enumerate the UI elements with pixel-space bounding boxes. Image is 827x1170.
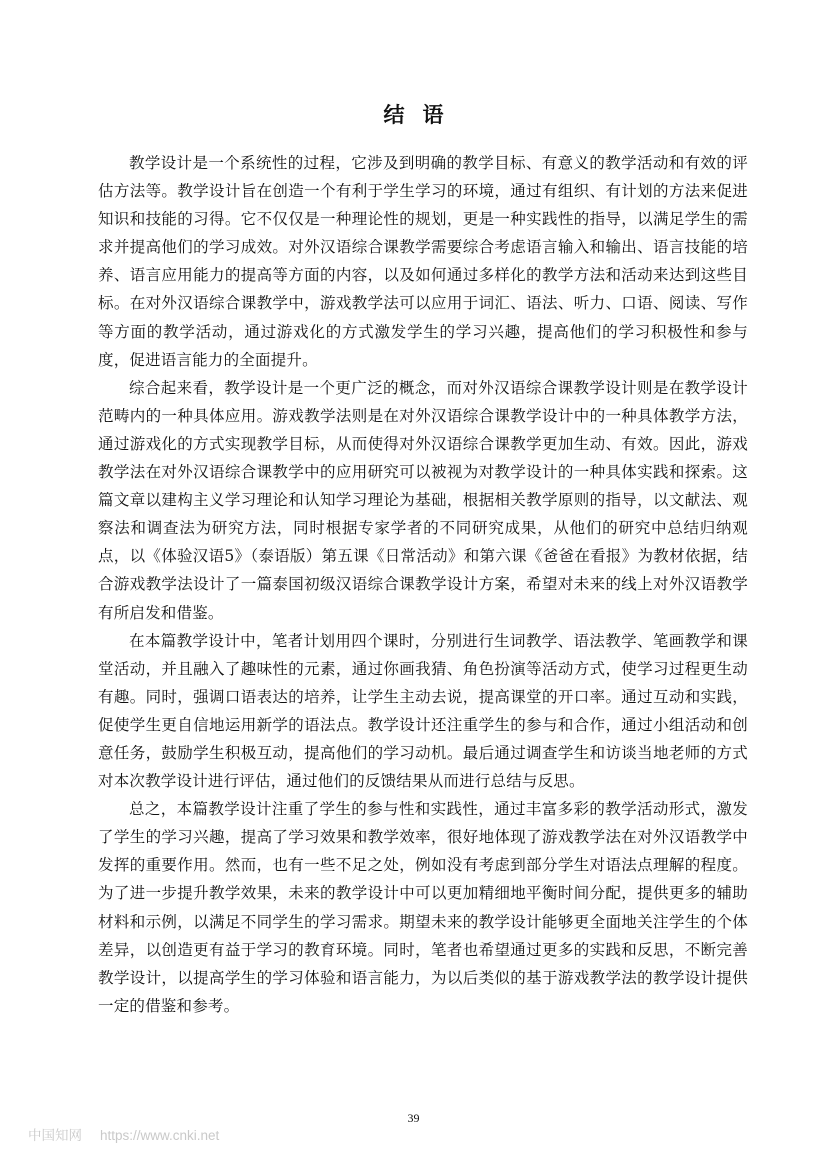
paragraph-2: 综合起来看，教学设计是一个更广泛的概念，而对外汉语综合课教学设计则是在教学设计范畴内的一种具体应用。游戏教学法则是在对外汉语综合课教学设计中的一种具体教学方法，通过游戏化的方式实现教学目标，从而使得对外汉语综合课教学更加生动、有效。因此，游戏教学法在对外汉语综合课教学中的应用研究可以被视为对教学设计的一种具体实践和探索。这篇文章以建构主义学习理论和认知学习理论为基础，根据相关教学原则的指导，以文献法、观察法和调查法为研究方法，同时根据专家学者的不同研究成果，从他们的研究中总结归纳观点，以《体验汉语5》（泰语版）第五课《日常活动》和第六课《爸爸在看报》为教材依据，结合游戏教学法设计了一篇泰国初级汉语综合课教学设计方案，希望对未来的线上对外汉语教学有所启发和借鉴。 bbox=[98, 378, 748, 622]
paragraph-4: 总之，本篇教学设计注重了学生的参与性和实践性，通过丰富多彩的教学活动形式，激发了学生的学习兴趣，提高了学习效果和教学效率，很好地体现了游戏教学法在对外汉语教学中发挥的重要作用。然而，也有一些不足之处，例如没有考虑到部分学生对语法点理解的程度。为了进一步提升教学效果，未来的教学设计中可以更加精细地平衡时间分配，提供更多的辅助材料和示例，以满足不同学生的学习需求。期望未来的教学设计能够更全面地关注学生的个体差异，以创造更有益于学习的教育环境。同时，笔者也希望通过更多的实践和反思，不断完善教学设计，以提高学生的学习体验和语言能力，为以后类似的基于游戏教学法的教学设计提供一定的借鉴和参考。 bbox=[98, 800, 748, 1015]
paragraph-1: 教学设计是一个系统性的过程，它涉及到明确的教学目标、有意义的教学活动和有效的评估方法等。教学设计旨在创造一个有利于学生学习的环境，通过有组织、有计划的方法来促进知识和技能的习得。它不仅仅是一种理论性的规划，更是一种实践性的指导，以满足学生的需求并提高他们的学习成效。对外汉语综合课教学需要综合考虑语言输入和输出、语言技能的培养、语言应用能力的提高等方面的内容，以及如何通过多样化的教学方法和活动来达到这些目标。在对外汉语综合课教学中，游戏教学法可以应用于词汇、语法、听力、口语、阅读、写作等方面的教学活动，通过游戏化的方式激发学生的学习兴趣，提高他们的学习积极性和参与度，促进语言能力的全面提升。 bbox=[98, 154, 748, 369]
watermark-url: https://www.cnki.net bbox=[100, 1128, 220, 1143]
paragraph-3: 在本篇教学设计中，笔者计划用四个课时，分别进行生词教学、语法教学、笔画教学和课堂活动，并且融入了趣味性的元素，通过你画我猜、角色扮演等活动方式，使学习过程更生动有趣。同时，强调口语表达的培养，让学生主动去说，提高课堂的开口率。通过互动和实践，促使学生更自信地运用新学的语法点。教学设计还注重学生的参与和合作，通过小组活动和创意任务，鼓励学生积极互动，提高他们的学习动机。最后通过调查学生和访谈当地老师的方式对本次教学设计进行评估，通过他们的反馈结果从而进行总结与反思。 bbox=[98, 631, 748, 791]
watermark bbox=[28, 1126, 237, 1146]
watermark-site-name: 中国知网 bbox=[28, 1128, 82, 1143]
page-title: 结语 bbox=[383, 102, 462, 127]
body-text bbox=[98, 149, 748, 1020]
page-number: 39 bbox=[407, 1111, 420, 1125]
